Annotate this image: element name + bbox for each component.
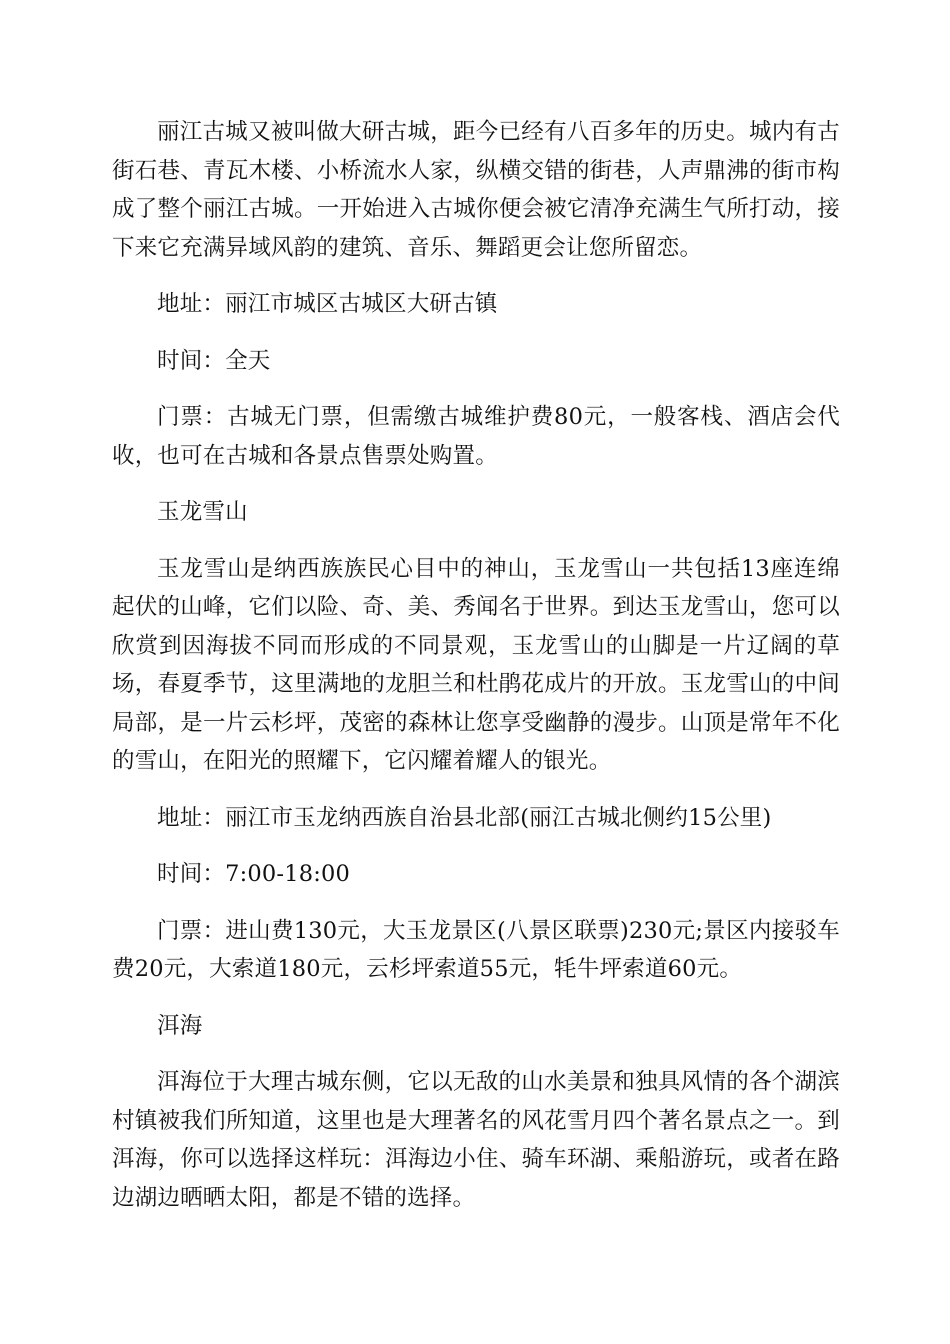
paragraph-erhai-intro: 洱海位于大理古城东侧，它以无敌的山水美景和独具风情的各个湖滨村镇被我们所知道，这里也是大理著名的风花雪月四个著名景点之一。到洱海，你可以选择这样玩：洱海边小住、骑车环湖、乘船游玩，或者在路边湖边晒晒太阳，都是不错的选择。 xyxy=(112,1069,840,1211)
lijiang-ticket: 门票：古城无门票，但需缴古城维护费80元，一般客栈、酒店会代收，也可在古城和各景点售票处购置。 xyxy=(112,404,840,469)
paragraph-lijiang-intro: 丽江古城又被叫做大研古城，距今已经有八百多年的历史。城内有古街石巷、青瓦木楼、小桥流水人家，纵横交错的街巷，人声鼎沸的街市构成了整个丽江古城。一开始进入古城你便会被它清净充满生气所打动，接下来它充满异域风韵的建筑、音乐、舞蹈更会让您所留恋。 xyxy=(112,119,840,261)
yulong-ticket: 门票：进山费130元，大玉龙景区(八景区联票)230元;景区内接驳车费20元，大索道180元，云杉坪索道55元，牦牛坪索道60元。 xyxy=(112,917,840,982)
section-heading-yulong: 玉龙雪山 xyxy=(157,499,248,525)
yulong-address: 地址：丽江市玉龙纳西族自治县北部(丽江古城北侧约15公里) xyxy=(157,804,772,831)
lijiang-hours: 时间：全天 xyxy=(157,347,271,374)
yulong-hours: 时间：7:00-18:00 xyxy=(157,861,351,887)
paragraph-yulong-intro: 玉龙雪山是纳西族族民心目中的神山，玉龙雪山一共包括13座连绵起伏的山峰，它们以险、奇、美、秀闻名于世界。到达玉龙雪山，您可以欣赏到因海拔不同而形成的不同景观，玉龙雪山的山脚是一片辽阔的草场，春夏季节，这里满地的龙胆兰和杜鹃花成片的开放。玉龙雪山的中间局部，是一片云杉坪，茂密的森林让您享受幽静的漫步。山顶是常年不化的雪山，在阳光的照耀下，它闪耀着耀人的银光。 xyxy=(112,555,840,774)
section-heading-erhai: 洱海 xyxy=(157,1012,203,1039)
lijiang-address: 地址：丽江市城区古城区大研古镇 xyxy=(157,291,498,317)
document-page xyxy=(112,113,840,1235)
